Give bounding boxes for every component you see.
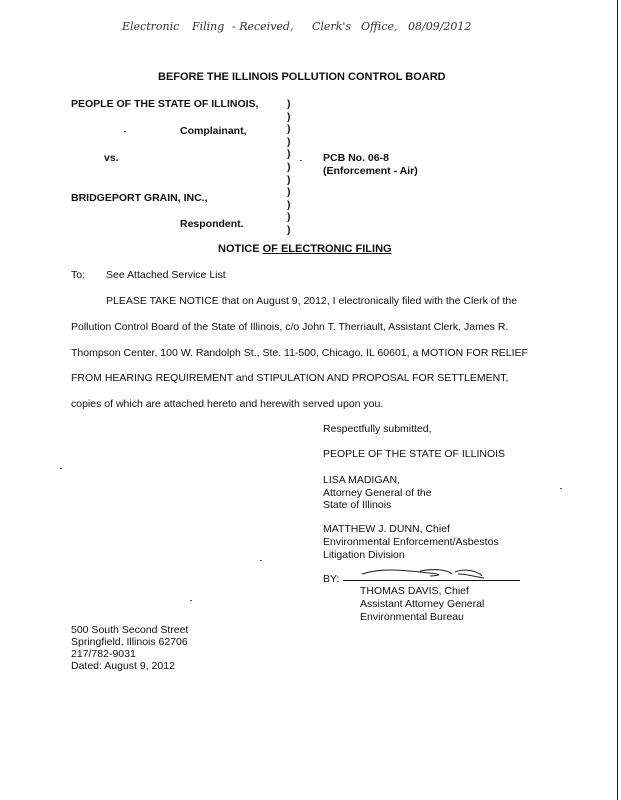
- body-line: copies of which are attached hereto and herewith served upon you.: [71, 398, 384, 410]
- paren: ): [287, 160, 291, 173]
- signer-title: Environmental Bureau: [360, 611, 464, 623]
- paren: ): [287, 173, 291, 186]
- filing-stamp: [0, 20, 621, 36]
- stamp-date: 08/09/2012: [408, 20, 472, 33]
- stamp-received: - Received,: [232, 20, 294, 33]
- paren: ): [287, 135, 291, 148]
- scan-speck: [260, 560, 262, 561]
- notice-heading-underlined: OF ELECTRONIC FILING: [262, 243, 392, 255]
- to-value: See Attached Service List: [106, 269, 226, 281]
- scan-speck: [60, 468, 62, 469]
- plaintiff-name: PEOPLE OF THE STATE OF ILLINOIS,: [71, 98, 259, 110]
- document-title: BEFORE THE ILLINOIS POLLUTION CONTROL BOARD: [158, 71, 446, 83]
- scan-speck: [300, 160, 302, 161]
- notice-heading: [218, 243, 392, 255]
- case-type: (Enforcement - Air): [323, 165, 418, 177]
- stamp-filing: Filing: [192, 20, 225, 33]
- ag-title: State of Illinois: [323, 499, 392, 511]
- address-street: 500 South Second Street: [71, 624, 189, 636]
- paren: ): [287, 223, 291, 236]
- stamp-electronic: Electronic: [122, 20, 180, 33]
- paren: ): [287, 211, 291, 224]
- body-line: Pollution Control Board of the State of Illinois, c/o John T. Therriault, Assistant Clerk, James R.: [71, 321, 509, 333]
- ag-title: Attorney General of the: [323, 487, 432, 499]
- stamp-office: Office,: [361, 20, 398, 33]
- paren: ): [287, 110, 291, 123]
- chief-title: Litigation Division: [323, 549, 405, 561]
- paren: ): [287, 98, 291, 110]
- paren: ): [287, 198, 291, 211]
- address-city: Springfield, Illinois 62706: [71, 636, 188, 648]
- body-line: PLEASE TAKE NOTICE that on August 9, 2012, I electronically filed with the Clerk of the: [106, 295, 518, 307]
- plaintiff-role: Complainant,: [180, 125, 247, 137]
- by-label: BY:: [323, 573, 340, 585]
- paren: ): [287, 123, 291, 136]
- signer-name: THOMAS DAVIS, Chief: [360, 585, 469, 597]
- versus-label: vs.: [104, 152, 119, 164]
- chief-title: Environmental Enforcement/Asbestos: [323, 536, 499, 548]
- defendant-name: BRIDGEPORT GRAIN, INC.,: [71, 192, 208, 204]
- defendant-role: Respondent.: [180, 218, 244, 230]
- to-label: To:: [71, 269, 86, 281]
- body-line: Thompson Center, 100 W. Randolph St., Ste. 11-500, Chicago, IL 60601, a MOTION FOR RELIEF: [71, 347, 528, 359]
- notice-heading-prefix: NOTICE: [218, 243, 263, 255]
- paren: ): [287, 148, 291, 161]
- address-dated: Dated: August 9, 2012: [71, 660, 175, 672]
- stamp-clerks: Clerk's: [312, 20, 352, 33]
- page-edge-line: [617, 0, 618, 800]
- address-phone: 217/782-9031: [71, 648, 136, 660]
- signer-title: Assistant Attorney General: [360, 598, 485, 610]
- ag-name: LISA MADIGAN,: [323, 474, 401, 486]
- scan-speck: [560, 488, 562, 489]
- case-number: PCB No. 06-8: [323, 152, 389, 164]
- paren: ): [287, 186, 291, 199]
- body-line: FROM HEARING REQUIREMENT and STIPULATION AND PROPOSAL FOR SETTLEMENT,: [71, 372, 509, 384]
- party-name: PEOPLE OF THE STATE OF ILLINOIS: [323, 448, 506, 460]
- scan-speck: [124, 131, 126, 132]
- caption-parentheses: [287, 98, 291, 237]
- handwritten-signature: [360, 562, 490, 584]
- chief-name: MATTHEW J. DUNN, Chief: [323, 523, 450, 535]
- scan-speck: [190, 600, 192, 601]
- closing: Respectfully submitted,: [323, 423, 432, 435]
